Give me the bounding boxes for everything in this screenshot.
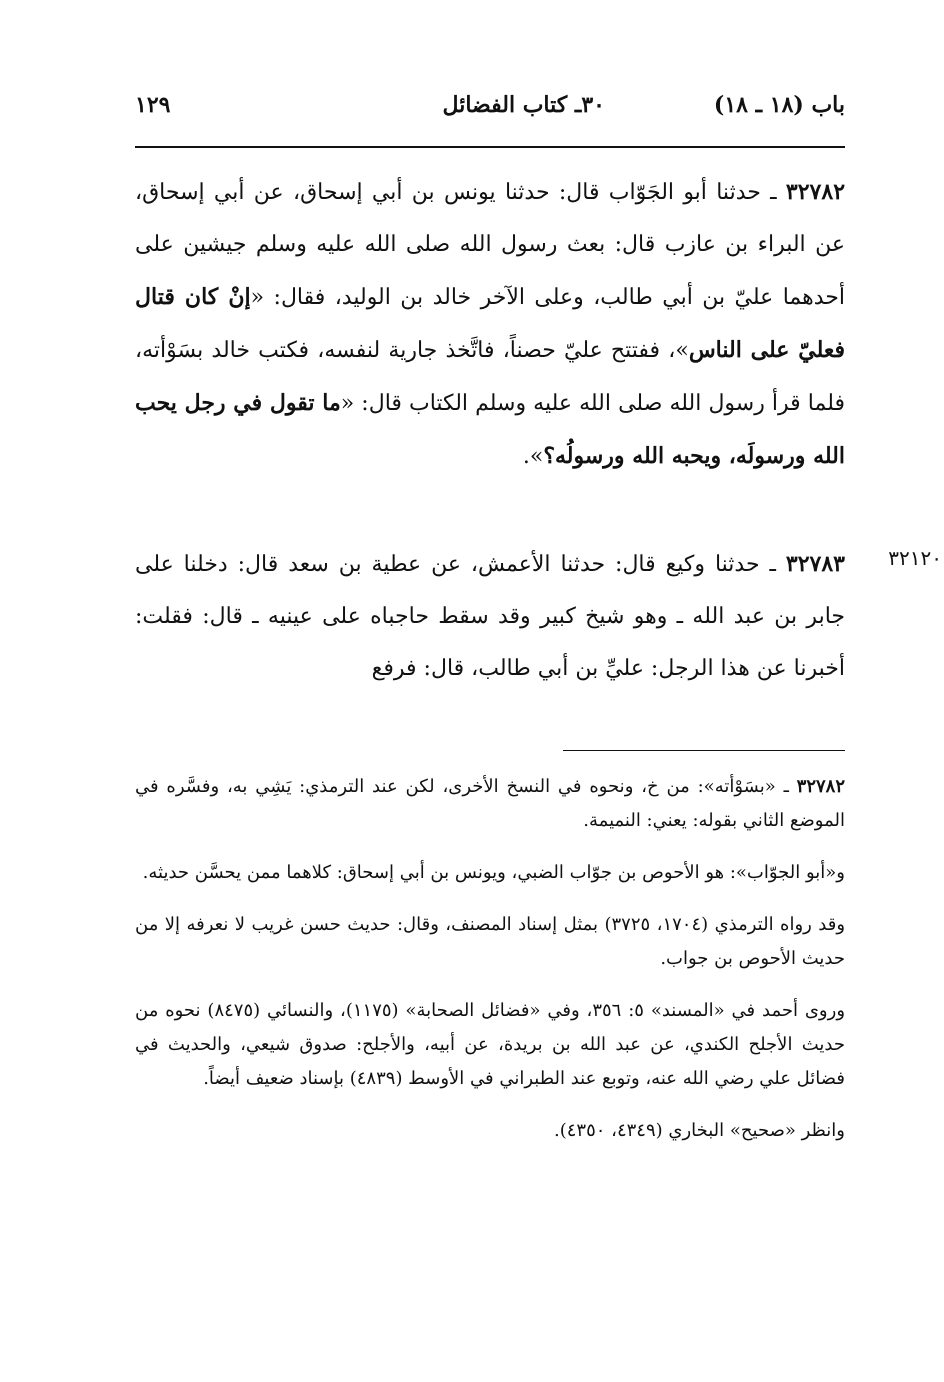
footnote-text: وقد رواه الترمذي (١٧٠٤، ٣٧٢٥) بمثل إسناد المصنف، وقال: حديث حسن غريب لا نعرفه إلا من حديث الأحوص بن جواب. [135,914,846,969]
page-header [135,92,845,132]
hadith-text: ». [522,444,544,469]
footnote [135,770,845,838]
footnote [135,908,845,976]
footnote [135,994,845,1096]
footnote-text: و«أبو الجوّاب»: هو الأحوص بن جوّاب الضبي، ويونس بن أبي إسحاق: كلاهما ممن يحسَّن حديثه. [142,862,845,883]
footnote-number: ٣٢٧٨٢ [796,776,846,797]
footnote-text: «بسَوْأته»: من خ، ونحوه في النسخ الأخرى، لكن عند الترمذي: يَشِي به، وفسَّره في الموضع الثاني بقوله: يعني: النميمة. [135,776,845,831]
hadith-text: حدثنا أبو الجَوّاب قال: حدثنا يونس بن أبي إسحاق، عن أبي إسحاق، عن البراء بن عازب قال: بعث رسول الله صلى الله عليه وسلم جيشين على أحدهما عليّ بن أبي طالب، وعلى الآخر خالد بن الوليد، فقال: « [135,180,845,310]
hadith-32782 [135,166,845,483]
prophetic-quote: ما تقول في رجل يحب الله ورسولَه، ويحبه الله ورسولُه؟ [135,390,845,469]
book-title: ٣٠ـ كتاب الفضائل [442,92,605,118]
footnote-text: وانظر «صحيح» البخاري (٤٣٤٩، ٤٣٥٠). [554,1120,845,1141]
footnote [135,856,845,890]
hadith-dash: ـ [760,180,786,205]
footnote-separator [563,750,845,751]
footnotes [135,770,845,1166]
margin-number: ٣٢١٢٠ [888,546,942,570]
page-number: ١٢٩ [135,92,171,118]
header-rule [135,146,845,148]
footnote-text: وروى أحمد في «المسند» ٥: ٣٥٦، وفي «فضائل الصحابة» (١١٧٥)، والنسائي (٨٤٧٥) نحوه من حديث الأجلح الكندي، عن عبد الله بن بريدة، عن أبيه، والأجلح: صدوق شيعي، والحديث في فضائل علي رضي الله عنه، وتوبع عند الطبراني في الأوسط (٤٨٣٩) بإسناد ضعيف أيضاً. [135,1000,846,1089]
footnote [135,1114,845,1148]
hadith-text: حدثنا وكيع قال: حدثنا الأعمش، عن عطية بن سعد قال: دخلنا على جابر بن عبد الله ـ وهو شيخ كبير وقد سقط حاجباه على عينيه ـ قال: فقلت: أخبرنا عن هذا الرجل: عليِّ بن أبي طالب، قال: فرفع [135,552,845,681]
footnote-dash: ـ [775,776,797,797]
hadith-number: ٣٢٧٨٢ [785,179,846,205]
hadith-text: »، ففتتح عليّ حصناً، فاتَّخذ جارية لنفسه، فكتب خالد بسَوْأته، فلما قرأ رسول الله صلى الله عليه وسلم الكتاب قال: « [135,338,846,416]
chapter-heading: باب (١٨ ـ ١٨) [713,92,845,118]
hadith-32783 [135,538,845,695]
hadith-dash: ـ [759,552,786,577]
prophetic-quote: إنْ كان قتال فعليّ على الناس [135,284,846,363]
hadith-number: ٣٢٧٨٣ [785,551,845,577]
